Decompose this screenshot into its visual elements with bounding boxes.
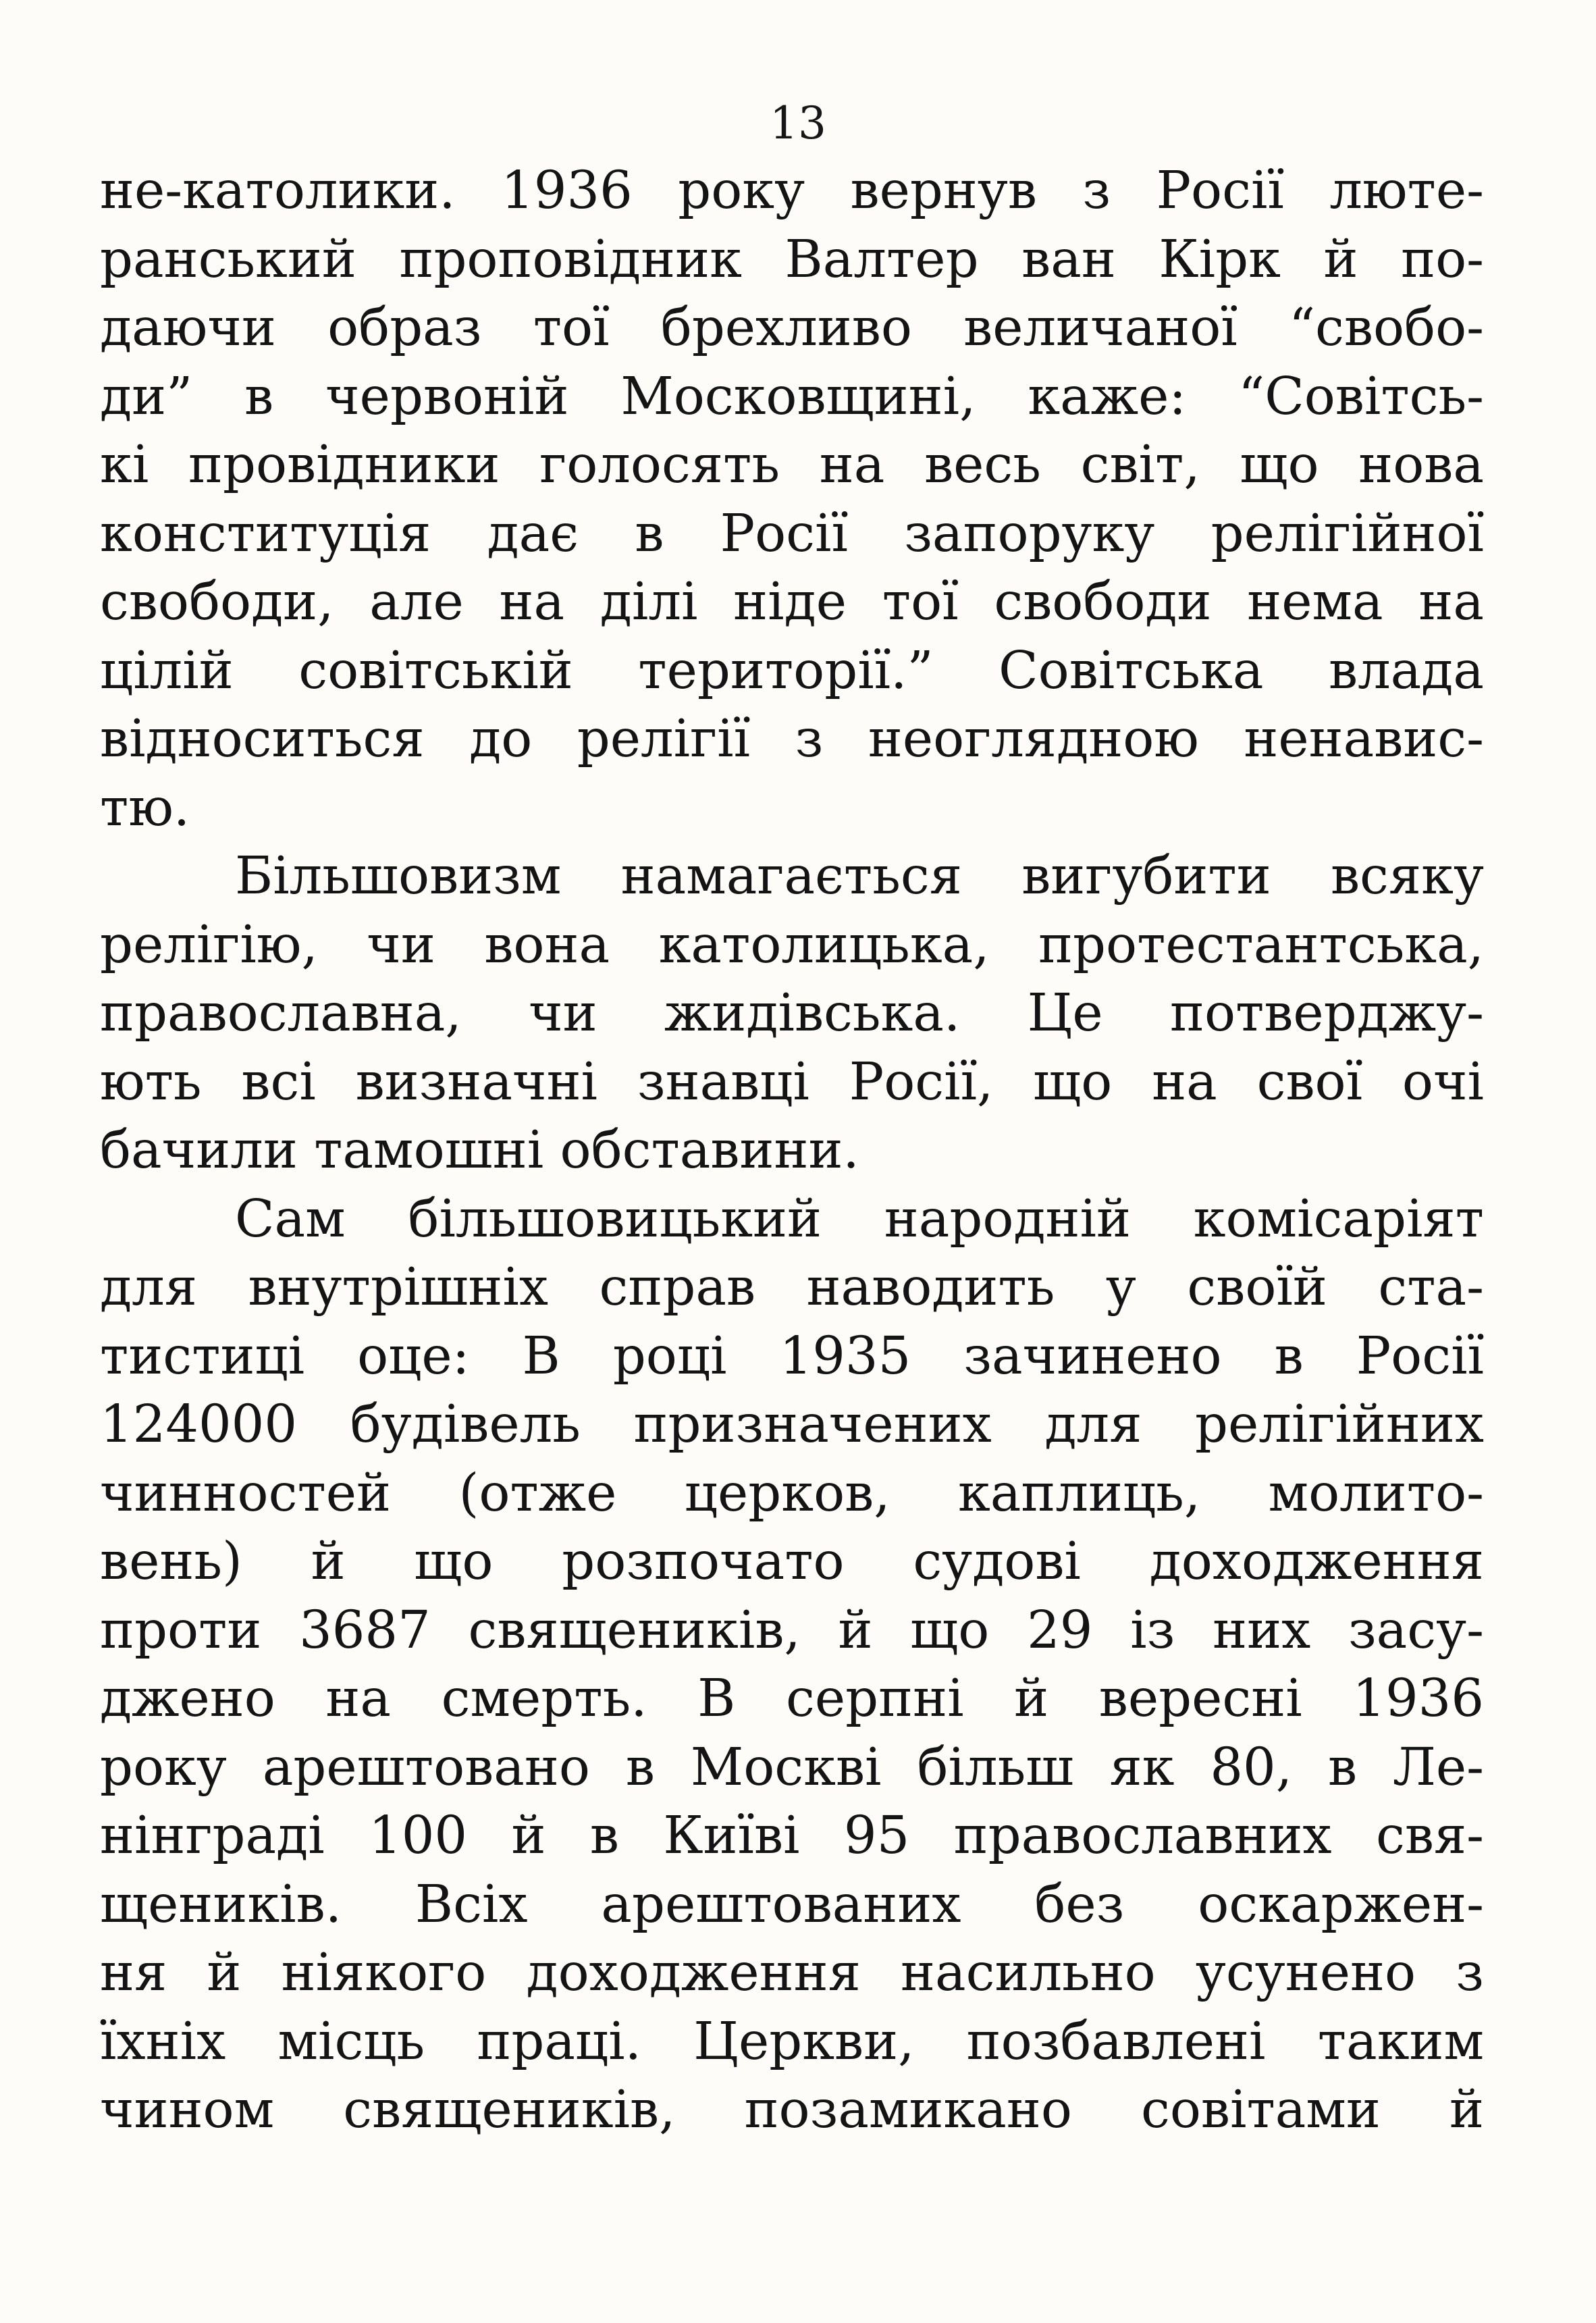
text-line: року арештовано в Москві більш як 80, в Ле- <box>100 1737 1484 1798</box>
text-line: для внутрішніх справ наводить у своїй ста- <box>100 1257 1484 1317</box>
text-line: тистиці оце: В році 1935 зачинено в Росії <box>100 1326 1484 1386</box>
text-line: не-католики. 1936 року вернув з Росії люте- <box>100 161 1484 221</box>
text-line: щеників. Всіх арештованих без оскаржен- <box>100 1874 1484 1935</box>
text-line: Сам більшовицький народній комісаріят <box>235 1189 1484 1249</box>
text-line: тю. <box>100 777 190 838</box>
text-line: бачили тамошні обставини. <box>100 1120 859 1180</box>
text-line: чином священиків, позамикано совітами й <box>100 2080 1484 2140</box>
text-line: ня й ніякого доходження насильно усунено з <box>100 1943 1484 2003</box>
text-line: ють всі визначні знавці Росії, що на свої очі <box>100 1051 1484 1112</box>
text-line: вень) й що розпочато судові доходження <box>100 1532 1484 1592</box>
body-text <box>100 157 1484 2145</box>
text-line: даючи образ тої брехливо величаної “свобо- <box>100 298 1484 358</box>
text-line: відноситься до релігії з неоглядною ненавис- <box>100 709 1484 769</box>
text-line: Більшовизм намагається вигубити всяку <box>235 846 1484 906</box>
text-line: ди” в червоній Московщині, каже: “Совітсь- <box>100 366 1484 427</box>
text-line: цілій совітській території.” Совітська влада <box>100 640 1484 701</box>
text-line: православна, чи жидівська. Це потверджу- <box>100 983 1484 1043</box>
text-line: релігію, чи вона католицька, протестантська, <box>100 914 1484 975</box>
text-line: 124000 будівель призначених для релігійних <box>100 1394 1484 1455</box>
text-line: ранський проповідник Валтер ван Кірк й по- <box>100 229 1484 290</box>
text-line: джено на смерть. В серпні й вересні 1936 <box>100 1669 1484 1729</box>
text-line: їхніх місць праці. Церкви, позбавлені таким <box>100 2011 1484 2072</box>
text-line: конституція дає в Росії запоруку релігійної <box>100 503 1484 564</box>
text-line: кі провідники голосять на весь світ, що нова <box>100 435 1484 495</box>
text-line: чинностей (отже церков, каплиць, молито- <box>100 1463 1484 1523</box>
text-line: нінграді 100 й в Київі 95 православних свя- <box>100 1806 1484 1866</box>
text-line: свободи, але на ділі ніде тої свободи нема на <box>100 572 1484 632</box>
text-line: проти 3687 священиків, й що 29 із них засу- <box>100 1600 1484 1661</box>
page-number: 13 <box>770 97 826 149</box>
